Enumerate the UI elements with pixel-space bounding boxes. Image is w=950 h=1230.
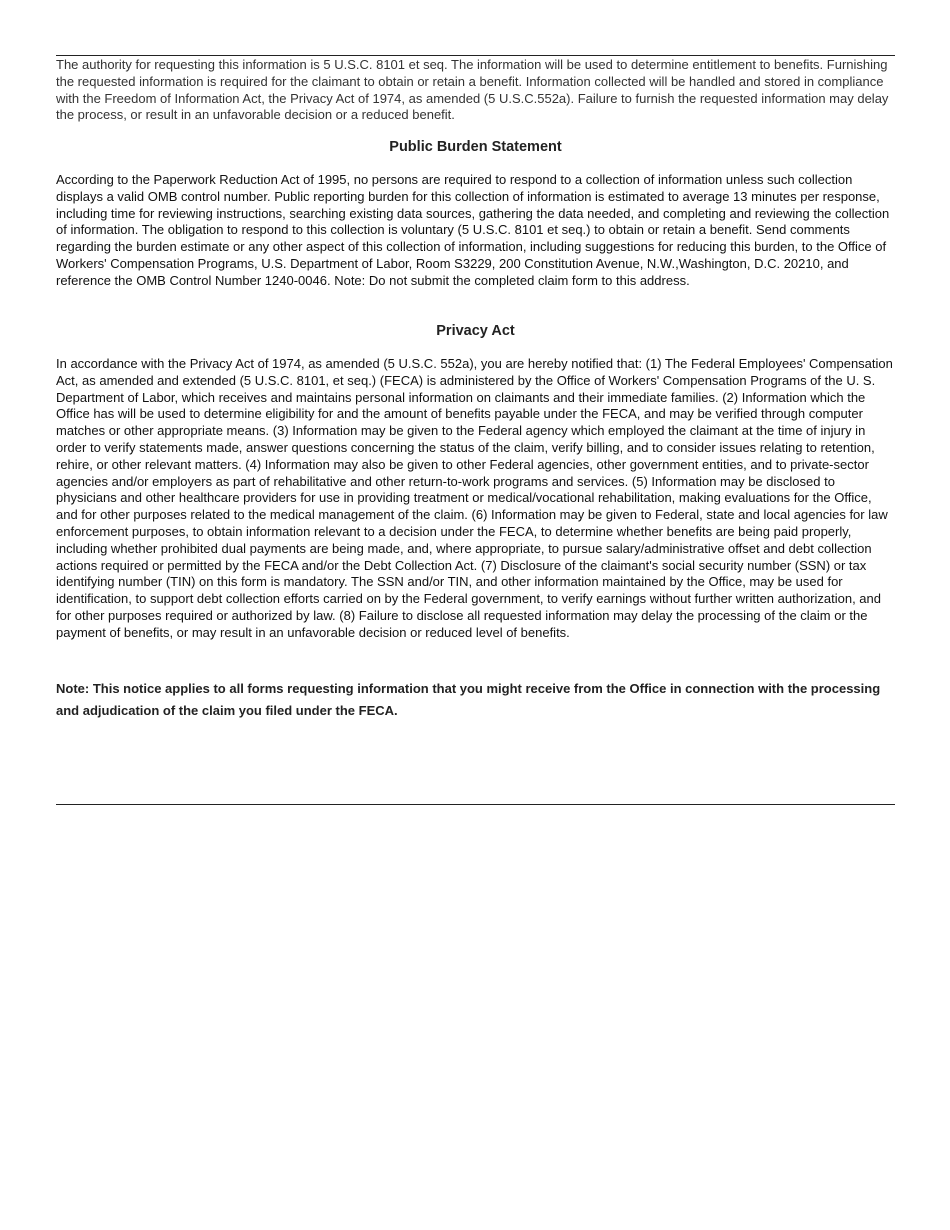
privacy-act-heading: Privacy Act [436,323,515,339]
authority-statement: The authority for requesting this information is 5 U.S.C. 8101 et seq. The information will be used to determine entitlement to benefits. Furnishing the requested information is required for the claimant to obtain or retain a benefit. Information collected will be handled and stored in compliance with the Freedom of Information Act, the Privacy Act of 1974, as amended (5 U.S.C.552a). Failure to furnish the requested information may delay the process, or result in an unfavorable decision or a reduced benefit. [56,57,889,123]
top-divider [56,55,895,56]
bottom-divider [56,804,895,805]
feca-note: Note: This notice applies to all forms requesting information that you might receive from the Office in connection with the processing and adjudication of the claim you filed under the FECA. [56,681,881,718]
public-burden-heading: Public Burden Statement [389,139,562,155]
public-burden-text: According to the Paperwork Reduction Act of 1995, no persons are required to respond to a collection of information unless such collection displays a valid OMB control number. Public reporting burden for this collection of information is estimated to average 13 minutes per response, including time for reviewing instructions, searching existing data sources, gathering the data needed, and completing and reviewing the collection of information. The obligation to respond to this collection is voluntary (5 U.S.C. 8101 et seq.) to obtain or retain a benefit. Send comments regarding the burden estimate or any other aspect of this collection of information, including suggestions for reducing this burden, to the Office of Workers' Compensation Programs, U.S. Department of Labor, Room S3229, 200 Constitution Avenue, N.W.,Washington, D.C. 20210, and reference the OMB Control Number 1240-0046. Note: Do not submit the completed claim form to this address. [56,172,890,288]
privacy-act-text: In accordance with the Privacy Act of 1974, as amended (5 U.S.C. 552a), you are hereby notified that: (1) The Federal Employees' Compensation Act, as amended and extended (5 U.S.C. 8101, et seq.) (FECA) is administered by the Office of Workers' Compensation Programs of the U. S. Department of Labor, which receives and maintains personal information on claimants and their immediate families. (2) Information which the Office has will be used to determine eligibility for and the amount of benefits payable under the FECA, and may be verified through computer matches or other appropriate means. (3) Information may be given to the Federal agency which employed the claimant at the time of injury in order to verify statements made, answer questions concerning the status of the claim, verify billing, and to consider issues relating to retention, rehire, or other relevant matters. (4) Information may also be given to other Federal agencies, other government entities, and to private-sector agencies and/or employers as part of rehabilitative and other return-to-work programs and services. (5) Information may be disclosed to physicians and other healthcare providers for use in providing treatment or medical/vocational rehabilitation, making evaluations for the Office, and for other purposes related to the medical management of the claim. (6) Information may be given to Federal, state and local agencies for law enforcement purposes, to obtain information relevant to a decision under the FECA, to determine whether benefits are being paid properly, including whether prohibited dual payments are being made, and, where appropriate, to pursue salary/administrative offset and debt collection actions required or permitted by the FECA and/or the Debt Collection Act. (7) Disclosure of the claimant's social security number (SSN) or tax identifying number (TIN) on this form is mandatory. The SSN and/or TIN, and other information maintained by the Office, may be used for identification, to support debt collection efforts carried on by the Federal government, to verify earnings without further written authorization, and for other purposes required or authorized by law. (8) Failure to disclose all requested information may delay the processing of the claim or the payment of benefits, or may result in an unfavorable decision or reduced level of benefits. [56,356,893,640]
